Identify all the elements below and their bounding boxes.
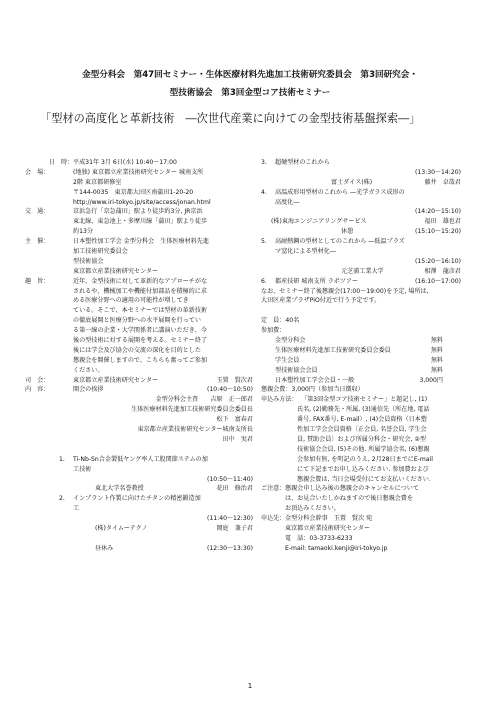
talk-2-number: 2.: [59, 495, 65, 503]
purpose-line-3: める医療分野への適用の可能性が増してき: [73, 297, 189, 305]
talk-1-time: (10:50～11:40): [207, 475, 253, 483]
talk-4-number: 4.: [261, 188, 267, 196]
left-column: [25, 158, 253, 554]
apply-label: 申込み方法：: [261, 396, 298, 404]
talk-5-name: 相澤 龍彦君: [424, 267, 461, 275]
lunch-label: 昼休み: [95, 544, 114, 552]
mc-name: 玉置 賢次君: [216, 376, 253, 384]
opening-title: 開会の挨拶: [73, 386, 104, 394]
talk-1-affiliation: 東北大学名誉教授: [95, 485, 144, 493]
talk-3-title: 3. 超硬型材のこれから: [261, 159, 330, 166]
right-column: [261, 158, 461, 554]
apply-line-6: 技術協会会員, (5)その他. 所属学協会名, (6)懇親: [297, 445, 430, 453]
contact-phone: 電 話：03-3733-6233: [285, 534, 353, 542]
contact-line-2: 東京都立産業技術研究センター: [285, 524, 371, 532]
apply-line-4: 性加工学会会員資格〔正会員, 名誉会員, 学生会: [297, 426, 427, 434]
lunch-row: [49, 544, 253, 554]
header-line-1: 金型分科会 第47回セミナー・生体医療材料先進加工技術研究委員会 第3回研究会・: [82, 70, 418, 80]
talk-5-time: (15:20～16:10): [415, 257, 461, 265]
cancel-line-2: は、お見合いたしかねますので後日懇親会費を: [285, 495, 413, 503]
date-value: 平成31年 3月 6日(水) 10:40～17:00: [73, 159, 177, 166]
talk-2-speaker: [49, 524, 253, 534]
talk-1-title-cont: 工技術: [73, 465, 92, 473]
break-row: [261, 227, 461, 237]
host-line-3: 型技術協会: [73, 257, 104, 265]
capacity-label: 定 員：: [261, 317, 286, 325]
fee-row-1: 金型分科会 無料: [275, 337, 443, 345]
purpose-line-8: 後には学会及び協会の交流の深化を目的とした: [73, 346, 201, 354]
access-line-3: 約13分: [73, 228, 93, 236]
organizer-2: 生体医療材料先進加工技術研究委員会委員長: [131, 406, 253, 414]
talk-3-time: (13:30～14:20): [415, 168, 461, 176]
purpose-line-2: されるや、機械加工や機能付加部品を積極的に求: [73, 287, 207, 295]
organizer-3-name: 田中 実君: [222, 435, 253, 443]
contact-email-link[interactable]: E-mail: tamaoki.kenji@iri-tokyo.jp: [285, 544, 388, 552]
mc-label: 司 会：: [25, 376, 50, 384]
seminar-subtitle: 「型材の高度化と革新技術 ―次世代産業に向けての金型技術基盤探索―」: [40, 112, 421, 125]
talk-5-title-cont: マ窒化による型材化―: [275, 248, 336, 256]
page-number: 1: [247, 682, 253, 690]
talk-1-name: 花田 修治君: [216, 485, 253, 493]
apply-line-7: 会参加有無, を明記のうえ, 2月28日までにE-mail: [297, 455, 433, 463]
cancel-line-3: お頂込みください。: [285, 505, 340, 513]
talk-2-title-cont: 工: [73, 505, 80, 513]
talk-2-time: (11:40～12:30): [207, 515, 253, 523]
talk-2-title: 2. インプラント作製に向けたチタンの精密鍛造加: [59, 495, 201, 503]
host-line-4: 東京都立産業技術研究センター: [73, 267, 159, 275]
talk-1-number: 1.: [59, 455, 65, 463]
note-line-1: なお、セミナー終了後懇親会(17:00～19:00)を予定, 場所は,: [261, 287, 429, 295]
talk-5-title: 5. 高耐熱鋼の型材としてのこれから ―低温プラズ: [261, 238, 405, 246]
apply-line-9: 懇親会費は, 当日会場受付にてお支払いください.: [297, 475, 431, 483]
note-line-2: 大田区産業プラザPiO付近で行う予定です。: [261, 297, 381, 305]
venue-line-1: 会 場： (地独) 東京都立産業技術研究センター 城南支所: [25, 168, 204, 176]
break-label: 休憩: [341, 228, 354, 236]
capacity-row: [261, 316, 461, 326]
venue-address: 〒144-0035 東京都大田区南蒲田1-20-20: [73, 188, 194, 196]
capacity-value: 40名: [285, 317, 300, 325]
talk-6-row: [261, 277, 461, 287]
apply-line-1: 申込み方法： 「第3回金型コア技術セミナー」と題記し, (1): [261, 396, 428, 404]
purpose-line-5: の徹底展開と医療分野への水平展開を行ってい: [73, 317, 201, 325]
talk-5-speaker: [261, 267, 461, 277]
talk-5-affiliation: 元芝浦工業大学: [341, 267, 384, 275]
venue-label: 会 場：: [25, 168, 50, 176]
lunch-time: (12:30～13:30): [207, 544, 253, 552]
talk-5-number: 5.: [261, 238, 267, 246]
talk-4-time: (14:20～15:10): [415, 208, 461, 216]
purpose-line-6: る第一線の企業・大学関係者に講演いただき、今: [73, 327, 207, 335]
host-label: 主 催：: [25, 238, 50, 246]
talk-2-name: 岡庭 兼子君: [216, 524, 253, 532]
talk-6-time: (16:10～17:00): [415, 277, 461, 285]
talk-1-speaker: [49, 484, 253, 494]
venue-line-2: 2階 東京都研修室: [73, 178, 122, 186]
purpose-line-4: ている。そこで、本セミナーでは型材の革新技術: [73, 307, 207, 315]
fee-row-2: 生体医療材料先進加工技術研究委員会委員 無料: [275, 346, 443, 354]
cancel-label: ご注意：: [261, 485, 286, 493]
talk-2-affiliation: (株)タイムーテクノ: [95, 524, 148, 532]
mc-row: [25, 376, 253, 386]
party-fee: 懇親会費：3,000円（参加当日徴収）: [261, 386, 364, 394]
talk-4-affiliation: (株)東海エンジニアリングサービス: [271, 218, 367, 226]
fee-row-3: 学生会員 無料: [275, 356, 443, 364]
contact-line-1: 申込先： 金型分科会幹事 玉置 賢次 宛: [261, 515, 373, 523]
host-line-1: 主 催： 日本塑性加工学会 金型分科会 生体医療材料先進: [25, 238, 209, 246]
purpose-line-10: ください。: [73, 366, 104, 374]
talk-3-speaker: [261, 178, 461, 188]
talk-4-name: 福田 雄也君: [424, 218, 461, 226]
talk-6-title: 都産技研 城南支所 ラボツアー: [275, 277, 358, 285]
talk-3-affiliation: 富士ダイス(株): [331, 178, 373, 186]
access-label: 交 通：: [25, 208, 50, 216]
apply-line-2: 氏名, (2)勤務先・所属, (3)通信先（所在地, 電話: [297, 406, 430, 414]
apply-line-5: 員, 賛助会員〕および所属分科会・研究会, ②型: [297, 435, 426, 443]
fee-label: 参加費：: [261, 327, 286, 335]
host-line-2: 加工技術研究委員会: [73, 248, 128, 256]
talk-4-speaker: [261, 217, 461, 227]
talk-4-title-cont: 高度化―: [275, 198, 300, 206]
purpose-line-1: 趣 旨： 近年、金型技術に対して革新的なアプローチがな: [25, 277, 208, 285]
contact-label: 申込先：: [261, 515, 286, 523]
talk-3-name: 藤井 卓哉君: [424, 178, 461, 186]
talk-6-number: 6.: [261, 277, 267, 285]
talk-4-title: 4. 高温成形用型材のこれから ―光学ガラス成形の: [261, 188, 405, 196]
fee-row-4: 型技術協会会員 無料: [275, 366, 443, 374]
apply-line-8: にて下記までお申し込みください. 参加費および: [297, 465, 429, 473]
venue-url-link[interactable]: http://www.iri-tokyo.jp/site/access/jonan.html: [73, 198, 211, 206]
access-line-2: 東北線、東急池上・多摩川線「蒲田」駅より徒歩: [73, 218, 208, 226]
organizer-2-name: 松下 富春君: [216, 416, 253, 424]
mc-org: 東京都立産業技術研究センター: [73, 376, 159, 384]
opening-row: [25, 385, 253, 395]
purpose-line-7: 後の型技術に対する展開を考える。セミナー終了: [73, 337, 208, 345]
talk-1-title: 1. Ti-Nb-Sn合金製低ヤング率人工股関節ステムの加: [59, 455, 208, 463]
apply-line-3: 番号, FAX番号, E-mail）, (4)会員資格（日本塑: [297, 416, 427, 424]
talk-3-number: 3.: [261, 159, 267, 166]
opening-time: (10:40～10:50): [207, 386, 253, 394]
purpose-line-9: 懇親会を開催しますので、こちらも奮ってご参加: [73, 356, 207, 364]
fee-row-5: 日本塑性加工学会会員・一般 3,000円: [275, 376, 443, 384]
purpose-label: 趣 旨：: [25, 277, 50, 285]
program-label: 内 容：: [25, 386, 50, 394]
date-label: 日 時：: [49, 159, 74, 166]
access-line-1: 交 通： 京浜急行「京急蒲田」駅より徒歩約3分, JR京浜: [25, 208, 203, 216]
date-row: [49, 158, 253, 168]
break-time: (15:10～15:20): [415, 228, 461, 236]
organizer-1: 金型分科会主査 吉原 正一郎君: [155, 396, 253, 404]
cancel-line-1: ご注意： 懇親会申し込み後の懇親会のキャンセルについて: [261, 485, 419, 493]
header-line-2: 型技術協会 第3回金型コア技術セミナー: [169, 88, 331, 98]
organizer-3: 東京都立産業技術研究センター城南支所長: [137, 426, 253, 434]
